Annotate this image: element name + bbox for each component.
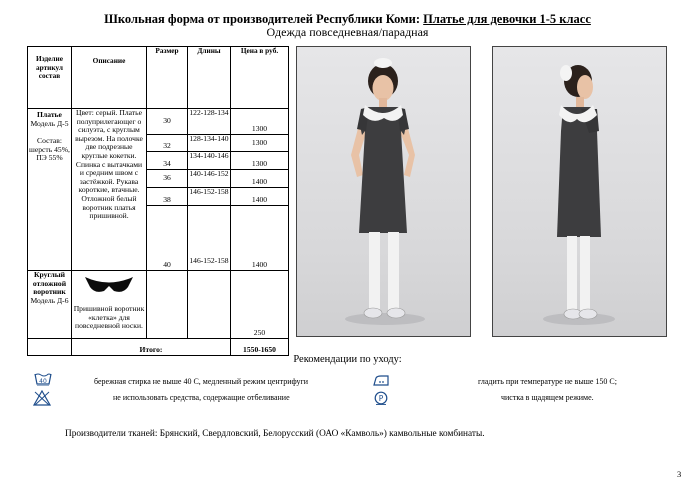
price-cell: 1300 xyxy=(231,109,289,135)
collar-item-cell xyxy=(28,271,72,339)
page-subtitle: Одежда повседневная/парадная xyxy=(266,25,429,39)
dress-model: Модель Д-5 xyxy=(30,118,69,128)
header-price: Цена в руб. xyxy=(231,47,289,109)
collar-description: Пришивной воротник «клетка» для повседневной носки. xyxy=(73,304,145,331)
wash-40-icon xyxy=(34,372,52,386)
photo-side-view xyxy=(492,46,667,337)
collar-image xyxy=(83,274,135,296)
photo-front-view xyxy=(296,46,471,337)
length-cell: 146-152-158 xyxy=(188,206,231,271)
length-cell: 134-140-146 xyxy=(188,152,231,170)
length-cell: 122-128-134 xyxy=(188,109,231,135)
care-iron-text: гладить при температуре не выше 150 С; xyxy=(478,377,617,386)
length-cell: 146-152-158 xyxy=(188,188,231,206)
total-row xyxy=(28,339,289,356)
care-bleach-text: не использовать средства, содержащие отбеливание xyxy=(113,393,290,402)
table-row xyxy=(28,271,289,339)
table-header-row xyxy=(28,47,289,109)
dress-item-cell xyxy=(28,109,72,271)
total-empty-cell xyxy=(28,339,72,356)
collar-model: Модель Д-6 xyxy=(30,295,69,305)
girl-front-figure xyxy=(297,47,470,336)
size-cell: 34 xyxy=(147,152,188,170)
dry-clean-icon xyxy=(374,391,388,405)
collar-length-cell xyxy=(188,271,231,339)
header-item: Изделие артикул состав xyxy=(28,47,72,109)
total-label: Итого: xyxy=(72,339,231,356)
care-title: Рекомендации по уходу: xyxy=(293,354,402,365)
manufacturers-text: Производители тканей: Брянский, Свердловский, Белорусский (ОАО «Камволь») камвольные комбинаты. xyxy=(65,429,485,439)
dress-composition: Состав: шерсть 45%, ПЭ 55% xyxy=(29,136,70,163)
total-value: 1550-1650 xyxy=(231,339,289,356)
dress-description: Цвет: серый. Платье полуприлегающег о силуэта, с круглым вырезом. На полочке две подрезные круглые кокетки. Спинка с вытачками и средним швом с застёжкой. Рукава короткие, втачные. Отложной белый воротник платья пришивной. xyxy=(72,109,147,271)
size-cell: 36 xyxy=(147,170,188,188)
collar-price: 250 xyxy=(231,271,289,339)
wash-temp-label: 40 xyxy=(39,378,47,385)
price-cell: 1300 xyxy=(231,135,289,152)
price-cell: 1300 xyxy=(231,152,289,170)
length-cell: 140-146-152 xyxy=(188,170,231,188)
price-cell: 1400 xyxy=(231,170,289,188)
size-cell: 30 xyxy=(147,109,188,135)
collar-name: Круглый отложной воротник xyxy=(32,270,67,297)
care-dryclean-text: чистка в щадящем режиме. xyxy=(501,393,594,402)
table-row xyxy=(28,109,289,135)
collar-description-cell xyxy=(72,271,147,339)
size-cell: 40 xyxy=(147,206,188,271)
collar-size-cell xyxy=(147,271,188,339)
header-length: Длины xyxy=(188,47,231,109)
length-cell: 128-134-140 xyxy=(188,135,231,152)
dry-clean-letter: P xyxy=(378,393,384,403)
care-wash-text: бережная стирка не выше 40 С, медленный режим центрифуги xyxy=(94,377,309,386)
product-table xyxy=(27,46,289,356)
size-cell: 38 xyxy=(147,188,188,206)
page-title: Школьная форма от производителей Республики Коми: Платье для девочки 1-5 класс xyxy=(104,12,591,26)
page-number: 3 xyxy=(677,469,682,479)
header-description: Описание xyxy=(72,47,147,109)
dress-name: Платье xyxy=(37,110,62,119)
iron-icon xyxy=(373,374,389,386)
price-cell: 1400 xyxy=(231,188,289,206)
price-cell: 1400 xyxy=(231,206,289,271)
header-size: Размер xyxy=(147,47,188,109)
size-cell: 32 xyxy=(147,135,188,152)
no-bleach-icon xyxy=(33,390,51,406)
girl-side-figure xyxy=(493,47,666,336)
title-link: Платье для девочки 1-5 класс xyxy=(423,12,591,26)
